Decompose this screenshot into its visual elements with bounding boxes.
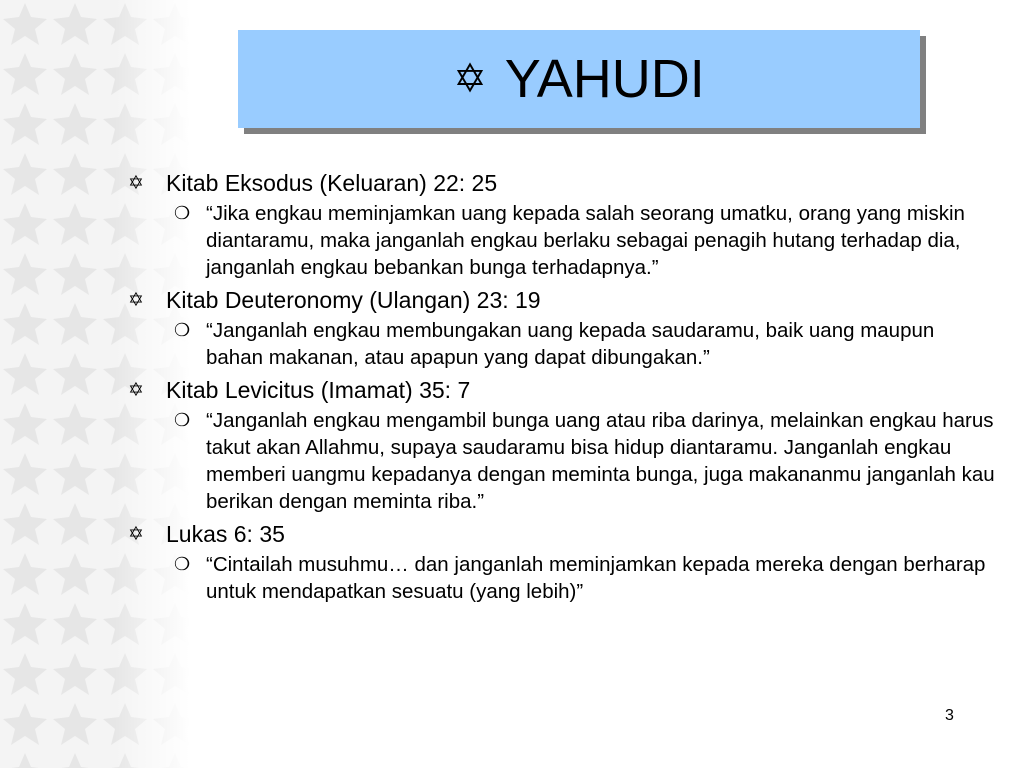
circle-bullet-icon: ❍	[174, 203, 191, 224]
sub-bullet-item	[174, 551, 1002, 605]
circle-bullet-icon: ❍	[174, 410, 191, 431]
sub-bullet-item	[174, 407, 1002, 515]
star-of-david-icon: ✡	[453, 56, 487, 102]
circle-bullet-icon: ❍	[174, 554, 191, 575]
bullet-item	[122, 517, 1002, 551]
star-of-david-icon: ✡	[128, 523, 144, 545]
quote-text: “Jika engkau meminjamkan uang kepada salah seorang umatku, orang yang miskin diantaramu, maka janganlah engkau berlaku sebagai penagih hutang terhadap dia, janganlah engkau bebankan bunga terhadapnya.”	[206, 202, 965, 279]
star-of-david-icon: ✡	[128, 379, 144, 401]
bullet-item	[122, 283, 1002, 317]
bullet-heading: Kitab Eksodus (Keluaran) 22: 25	[166, 170, 498, 196]
sub-bullet-item	[174, 317, 1002, 371]
star-of-david-icon: ✡	[128, 172, 144, 194]
quote-text: “Cintailah musuhmu… dan janganlah meminjamkan kepada mereka dengan berharap untuk mendapatkan sesuatu (yang lebih)”	[206, 553, 986, 603]
star-of-david-icon: ✡	[128, 289, 144, 311]
quote-text: “Janganlah engkau membungakan uang kepada saudaramu, baik uang maupun bahan makanan, atau apapun yang dapat dibungakan.”	[206, 319, 935, 369]
quote-text: “Janganlah engkau mengambil bunga uang atau riba darinya, melainkan engkau harus takut akan Allahmu, supaya saudaramu bisa hidup diantaramu. Janganlah engkau memberi uangmu kepadanya dengan meminta bunga, juga makananmu janganlah kau berikan dengan meminta riba.”	[206, 409, 995, 513]
slide-title-text: YAHUDI	[504, 49, 705, 109]
bullet-item	[122, 373, 1002, 407]
sub-bullet-item	[174, 200, 1002, 281]
circle-bullet-icon: ❍	[174, 320, 191, 341]
bullet-heading: Lukas 6: 35	[166, 521, 285, 547]
bullet-heading: Kitab Deuteronomy (Ulangan) 23: 19	[166, 287, 541, 313]
slide-title	[453, 49, 705, 109]
bullet-list	[122, 164, 1002, 605]
bullet-heading: Kitab Levicitus (Imamat) 35: 7	[166, 377, 471, 403]
page-number: 3	[945, 707, 954, 724]
title-box	[238, 30, 920, 128]
bullet-item	[122, 166, 1002, 200]
